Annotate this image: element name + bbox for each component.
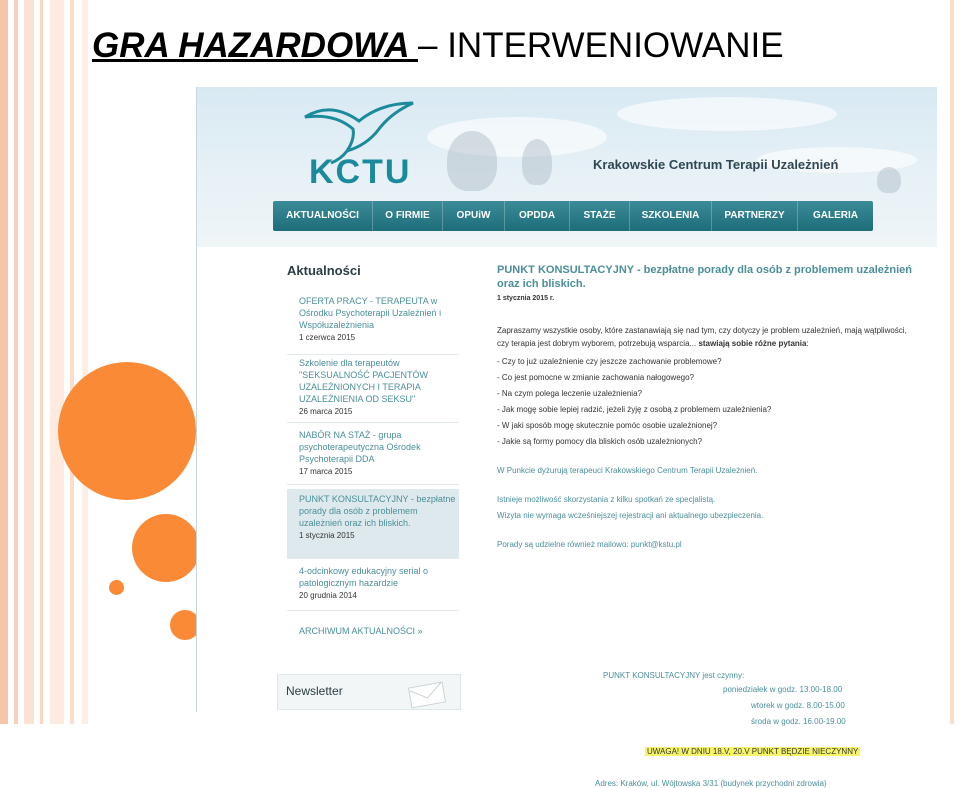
question-item: - Jak mogę sobie lepiej radzić, jeżeli żyję z osobą z problemem uzależnienia? — [497, 405, 772, 414]
decor-stripe — [70, 0, 74, 724]
slide-title-rest: – INTERWENIOWANIE — [418, 26, 784, 65]
nav-o-firmie[interactable]: O FIRMIE — [373, 201, 443, 231]
news-item[interactable] — [287, 429, 459, 485]
decor-stripe — [24, 0, 34, 724]
nav-opdda[interactable]: OPDDA — [505, 201, 570, 231]
visit-text: Wizyta nie wymaga wcześniejszej rejestracji ani aktualnego ubezpieczenia. — [497, 511, 764, 520]
news-item-title[interactable]: OFERTA PRACY - TERAPEUTA w Ośrodku Psychoterapii Uzależnień i Współuzależnienia — [299, 296, 442, 330]
main-nav — [273, 201, 873, 231]
mail-text: Porady są udzielne również mailowo: punkt@kstu.pl — [497, 540, 682, 549]
question-list — [497, 354, 917, 450]
nav-opuiw[interactable]: OPUiW — [443, 201, 505, 231]
duty-text: W Punkcie dyżurują terapeuci Krakowskiego Centrum Terapii Uzależnień. — [497, 466, 758, 475]
decor-stripe — [40, 0, 43, 724]
question-item: - Czy to już uzależnienie czy jeszcze zachowanie problemowe? — [497, 357, 722, 366]
hours-line: środa w godz. 16.00-19.00 — [751, 717, 846, 726]
news-item-title[interactable]: PUNKT KONSULTACYJNY - bezpłatne porady dla osób z problemem uzależnień oraz ich bliskich. — [299, 494, 456, 528]
logo-text: KCTU — [309, 153, 412, 191]
slide-title — [92, 26, 784, 66]
question-item: - Na czym polega leczenie uzależnienia? — [497, 389, 642, 398]
article-intro-bold: stawiają sobie różne pytania — [698, 339, 807, 348]
hours-line: poniedziałek w godz. 13.00-18.00 — [723, 685, 843, 694]
news-item-title[interactable]: Szkolenie dla terapeutów "SEKSUALNOŚĆ PACJENTÓW UZALEŻNIONYCH I TERAPIA UZALEŻNIENIA OD SEKSU" — [299, 358, 429, 404]
newsletter-label: Newsletter — [286, 684, 343, 698]
news-item-date: 1 stycznia 2015 — [299, 531, 355, 540]
address-text: Adres: Kraków, ul. Wójtowska 3/31 (budynek przychodni zdrowia) — [595, 779, 827, 788]
article-title: PUNKT KONSULTACYJNY - bezpłatne porady dla osób z problemem uzależnień oraz ich bliskich. — [497, 264, 912, 290]
decor-stripe — [14, 0, 18, 724]
decor-stripe — [82, 0, 88, 724]
question-item: - Co jest pomocne w zmianie zachowania nałogowego? — [497, 373, 694, 382]
nav-partnerzy[interactable]: PARTNERZY — [712, 201, 798, 231]
article — [497, 263, 917, 551]
news-item-active[interactable] — [287, 489, 459, 559]
sidebar-heading: Aktualności — [287, 263, 361, 278]
question-item: - Jakie są formy pomocy dla bliskich osób uzależnionych? — [497, 437, 702, 446]
nav-aktualnosci[interactable]: AKTUALNOŚCI — [273, 201, 373, 231]
decor-circle — [58, 362, 196, 500]
archive-link[interactable]: ARCHIWUM AKTUALNOŚCI » — [299, 626, 423, 636]
brand-name: Krakowskie Centrum Terapii Uzależnień — [593, 157, 839, 172]
slide-title-bold: GRA HAZARDOWA — [92, 26, 418, 65]
decor-circle — [132, 514, 200, 582]
nav-szkolenia[interactable]: SZKOLENIA — [630, 201, 712, 231]
open-hours-heading: PUNKT KONSULTACYJNY jest czynny: — [603, 671, 745, 680]
sessions-text: Istnieje możliwość skorzystania z kilku spotkań ze specjalistą. — [497, 495, 716, 504]
news-item[interactable] — [287, 357, 459, 423]
website-screenshot — [196, 87, 936, 788]
news-item-date: 20 grudnia 2014 — [299, 591, 357, 600]
envelope-icon — [408, 679, 448, 707]
question-item: - W jaki sposób mogę skutecznie pomóc osobie uzależnionej? — [497, 421, 718, 430]
news-item-date: 26 marca 2015 — [299, 407, 353, 416]
newsletter-box[interactable] — [277, 674, 461, 710]
decor-circle — [109, 580, 124, 595]
warning-notice: UWAGA! W DNIU 18.V, 20.V PUNKT BĘDZIE NIECZYNNY — [647, 747, 859, 756]
news-item[interactable] — [287, 295, 459, 355]
news-item-date: 1 czerwca 2015 — [299, 333, 356, 342]
decor-stripe — [50, 0, 64, 724]
decor-stripe — [0, 0, 8, 724]
article-intro — [497, 324, 917, 350]
nav-galeria[interactable]: GALERIA — [813, 210, 858, 221]
nav-staze[interactable]: STAŻE — [570, 201, 630, 231]
article-date: 1 stycznia 2015 r. — [497, 295, 555, 302]
news-item-title[interactable]: NABÓR NA STAŻ - grupa psychoterapeutyczna Ośrodek Psychoterapii DDA — [299, 430, 421, 464]
news-item-date: 17 marca 2015 — [299, 467, 353, 476]
article-intro-text: Zapraszamy wszystkie osoby, które zastanawiają się nad tym, czy dotyczy je problem uzależnień, mają wątpliwości, czy terapia jest dobrym wyborem, potrzebują wsparcia... — [497, 326, 907, 348]
hours-line: wtorek w godz. 8.00-15.00 — [751, 701, 845, 710]
decor-stripe — [950, 0, 954, 724]
main-content — [197, 247, 937, 788]
news-item[interactable] — [287, 565, 459, 611]
news-item-title[interactable]: 4-odcinkowy edukacyjny serial o patologicznym hazardzie — [299, 566, 429, 588]
article-intro-end: : — [806, 339, 809, 348]
